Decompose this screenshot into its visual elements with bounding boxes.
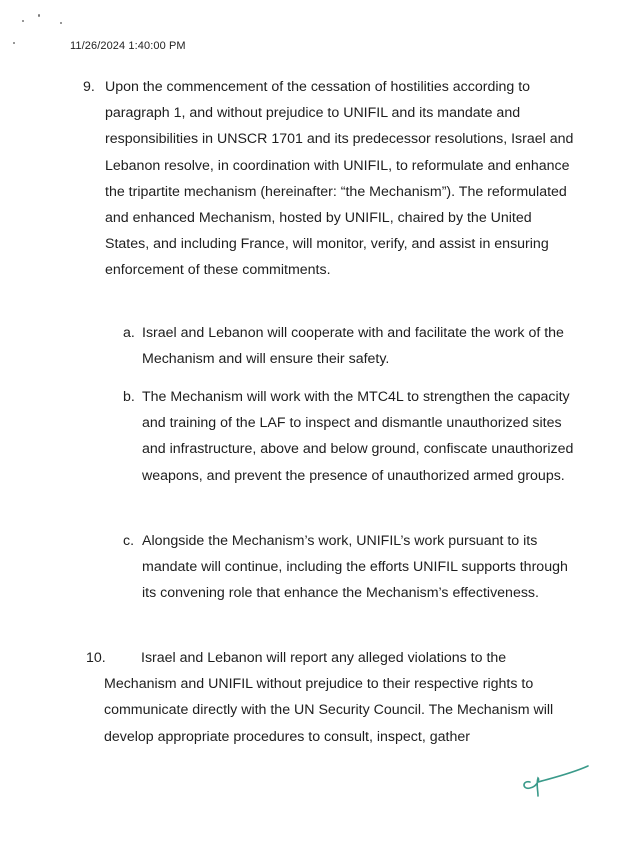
paragraph-10 [104, 645, 574, 750]
scan-speck [60, 22, 62, 24]
subparagraph-letter: a. [123, 325, 135, 341]
paragraph-text: Israel and Lebanon will report any alleged violations to the Mechanism and UNIFIL without prejudice to their respective rights to communicate directly with the UN Security Council. The Mechanism will develop appropriate procedures to consult, inspect, gather [104, 650, 554, 745]
subparagraph-b [123, 384, 578, 489]
subparagraph-a [123, 320, 578, 372]
paragraph-text: Upon the commencement of the cessation of hostilities according to paragraph 1, and without prejudice to UNIFIL and its mandate and responsibilities in UNSCR 1701 and its predecessor resolutions, Israel and Lebanon resolve, in coordination with UNIFIL, to reformulate and enhance the tripartite mechanism (hereinafter: “the Mechanism”). The reformulated and enhanced Mechanism, hosted by UNIFIL, chaired by the United States, and including France, will monitor, verify, and assist in ensuring enforcement of these commitments. [105, 79, 574, 279]
subparagraph-text: Israel and Lebanon will cooperate with and facilitate the work of the Mechanism and will ensure their safety. [142, 325, 564, 368]
subparagraph-text: The Mechanism will work with the MTC4L to strengthen the capacity and training of the LAF to inspect and dismantle unauthorized sites and infrastructure, above and below ground, confiscate unauthorized weapons, and prevent the presence of unauthorized armed groups. [142, 389, 574, 484]
scan-speck [38, 14, 40, 17]
fax-timestamp: 11/26/2024 1:40:00 PM [70, 40, 186, 52]
paragraph-number: 9. [83, 79, 95, 95]
scan-speck [13, 42, 15, 44]
subparagraph-letter: b. [123, 389, 135, 405]
subparagraph-c [123, 528, 578, 607]
paragraph-number: 10. [86, 650, 106, 666]
subparagraph-text: Alongside the Mechanism’s work, UNIFIL’s work pursuant to its mandate will continue, including the efforts UNIFIL supports through its convening role that enhance the Mechanism’s effectiveness. [142, 533, 568, 602]
scan-speck [22, 20, 24, 22]
paragraph-9 [83, 74, 575, 284]
subparagraph-letter: c. [123, 533, 135, 549]
signature-initial-icon [516, 760, 596, 800]
